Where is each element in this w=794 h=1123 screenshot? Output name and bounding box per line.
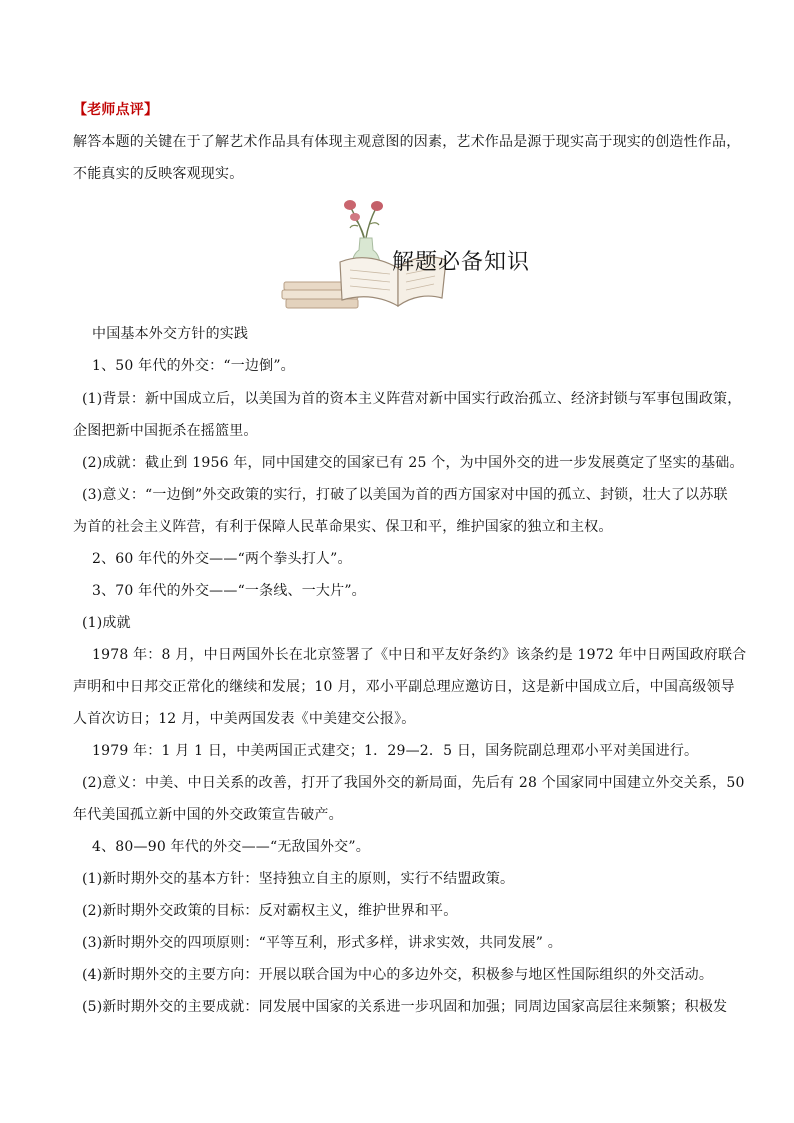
body-line: 为首的社会主义阵营，有利于保障人民革命果实、保卫和平，维护国家的独立和主权。 [73,519,613,535]
body-line: 1、50 年代的外交：“一边倒”。 [92,358,295,374]
body-line: (3)新时期外交的四项原则：“平等互利，形式多样，讲求实效，共同发展” 。 [82,935,562,951]
teacher-comment-line-2: 不能真实的反映客观现实。 [73,166,244,182]
body-line: 年代美国孤立新中国的外交政策宣告破产。 [73,807,343,823]
teacher-comment-heading: 【老师点评】 [73,102,159,118]
body-line: 1978 年：8 月，中日两国外长在北京签署了《中日和平友好条约》该条约是 1972 年中日两国政府联合 [92,647,747,663]
body-line: (4)新时期外交的主要方向：开展以联合国为中心的多边外交，积极参与地区性国际组织的外交活动。 [82,967,714,983]
body-line: (2)成就：截止到 1956 年，同中国建交的国家已有 25 个，为中国外交的进一步发展奠定了坚实的基础。 [82,455,744,471]
body-line: 3、70 年代的外交——“一条线、一大片”。 [92,583,366,599]
banner-title: 解题必备知识 [392,250,531,275]
body-line: 1979 年：1 月 1 日，中美两国正式建交；1．29—2．5 日，国务院副总理邓小平对美国进行。 [92,743,699,759]
body-line: 声明和中日邦交正常化的继续和发展；10 月，邓小平副总理应邀访日，这是新中国成立后，中国高级领导 [73,679,735,695]
teacher-comment-line-1: 解答本题的关键在于了解艺术作品具有体现主观意图的因素，艺术作品是源于现实高于现实的创造性作品， [73,134,741,150]
body-line: 企图把新中国扼杀在摇篮里。 [73,423,258,439]
body-line: (1)成就 [82,615,131,631]
body-line: (1)新时期外交的基本方针：坚持独立自主的原则，实行不结盟政策。 [82,871,515,887]
body-line: (5)新时期外交的主要成就：同发展中国家的关系进一步巩固和加强；同周边国家高层往来频繁；积极发 [82,999,728,1015]
body-line: 中国基本外交方针的实践 [92,326,249,342]
body-line: 人首次访日；12 月，中美两国发表《中美建交公报》。 [73,711,416,727]
body-line: (2)新时期外交政策的目标：反对霸权主义，维护世界和平。 [82,903,458,919]
body-line: (2)意义：中美、中日关系的改善，打开了我国外交的新局面，先后有 28 个国家同中国建立外交关系，50 [82,775,745,791]
body-line: (1)背景：新中国成立后，以美国为首的资本主义阵营对新中国实行政治孤立、经济封锁与军事包围政策， [82,391,742,407]
body-line: 2、60 年代的外交——“两个拳头打人”。 [92,551,352,567]
body-line: (3)意义：“一边倒”外交政策的实行，打破了以美国为首的西方国家对中国的孤立、封锁，壮大了以苏联 [82,487,728,503]
body-line: 4、80—90 年代的外交——“无敌国外交”。 [92,839,370,855]
